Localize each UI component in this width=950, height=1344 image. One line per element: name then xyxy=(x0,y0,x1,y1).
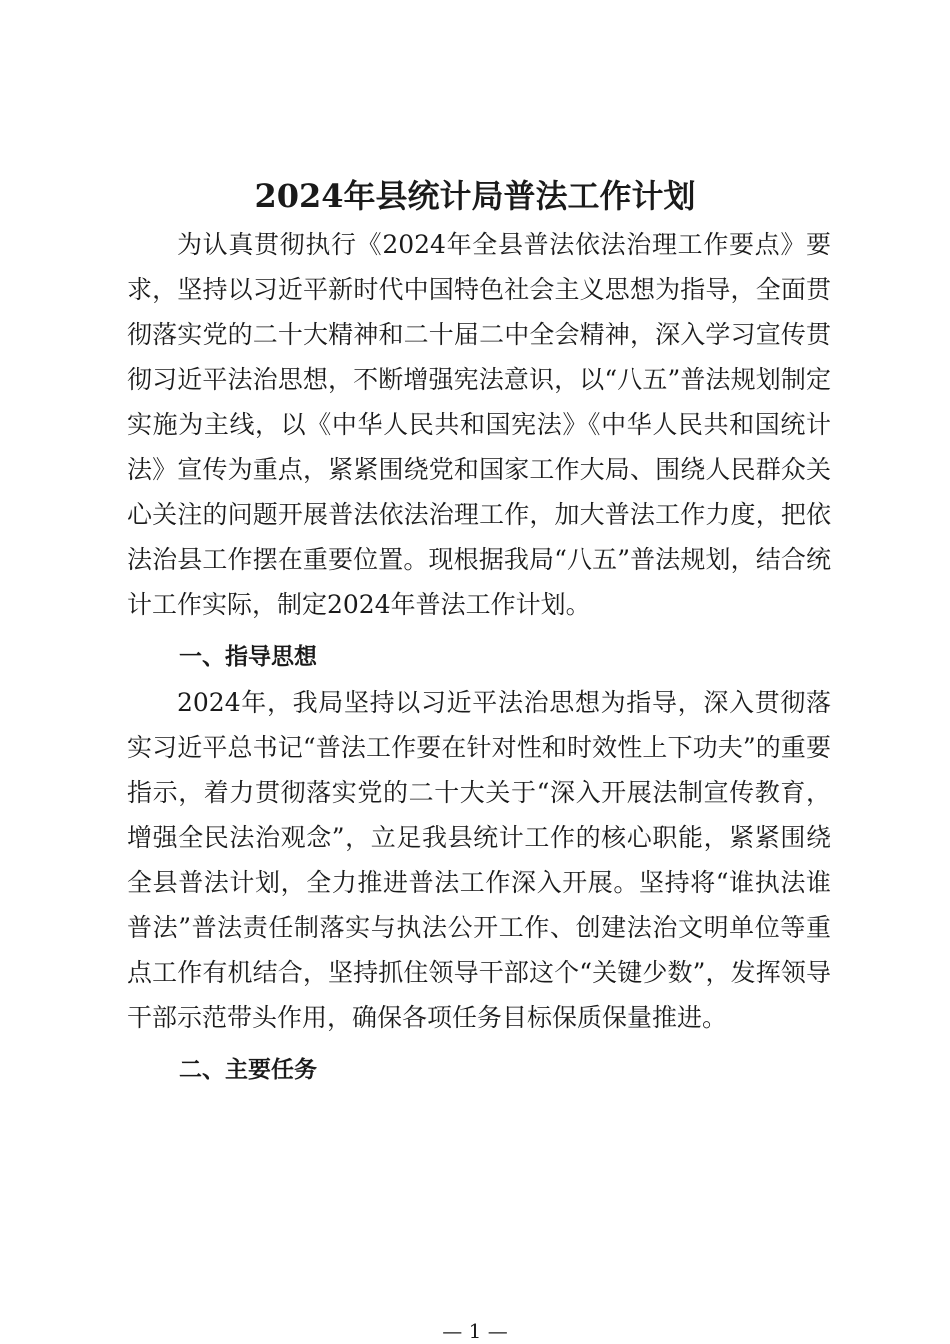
section-heading-main-tasks: 二、主要任务 xyxy=(179,1057,317,1083)
section-heading-guiding-ideology: 一、指导思想 xyxy=(179,644,317,670)
guiding-ideology-paragraph: 2024年，我局坚持以习近平法治思想为指导，深入贯彻落实习近平总书记“普法工作要在针对性和时效性上下功夫”的重要指示，着力贯彻落实党的二十大关于“深入开展法制宣传教育，增强全民法治观念”，立足我县统计工作的核心职能，紧紧围绕全县普法计划，全力推进普法工作深入开展。坚持将“谁执法谁普法”普法责任制落实与执法公开工作、创建法治文明单位等重点工作有机结合，坚持抓住领导干部这个“关键少数”，发挥领导干部示范带头作用，确保各项任务目标保质保量推进。 xyxy=(127,688,831,1032)
page-number: — 1 — xyxy=(442,1319,508,1343)
document-body xyxy=(127,222,831,1093)
intro-paragraph: 为认真贯彻执行《2024年全县普法依法治理工作要点》要求，坚持以习近平新时代中国特色社会主义思想为指导，全面贯彻落实党的二十大精神和二十届二中全会精神，深入学习宣传贯彻习近平法治思想，不断增强宪法意识，以“八五”普法规划制定实施为主线，以《中华人民共和国宪法》《中华人民共和国统计法》宣传为重点，紧紧围绕党和国家工作大局、围绕人民群众关心关注的问题开展普法依法治理工作，加大普法工作力度，把依法治县工作摆在重要位置。现根据我局“八五”普法规划，结合统计工作实际，制定2024年普法工作计划。 xyxy=(127,230,831,619)
document-title: 2024年县统计局普法工作计划 xyxy=(254,177,696,215)
